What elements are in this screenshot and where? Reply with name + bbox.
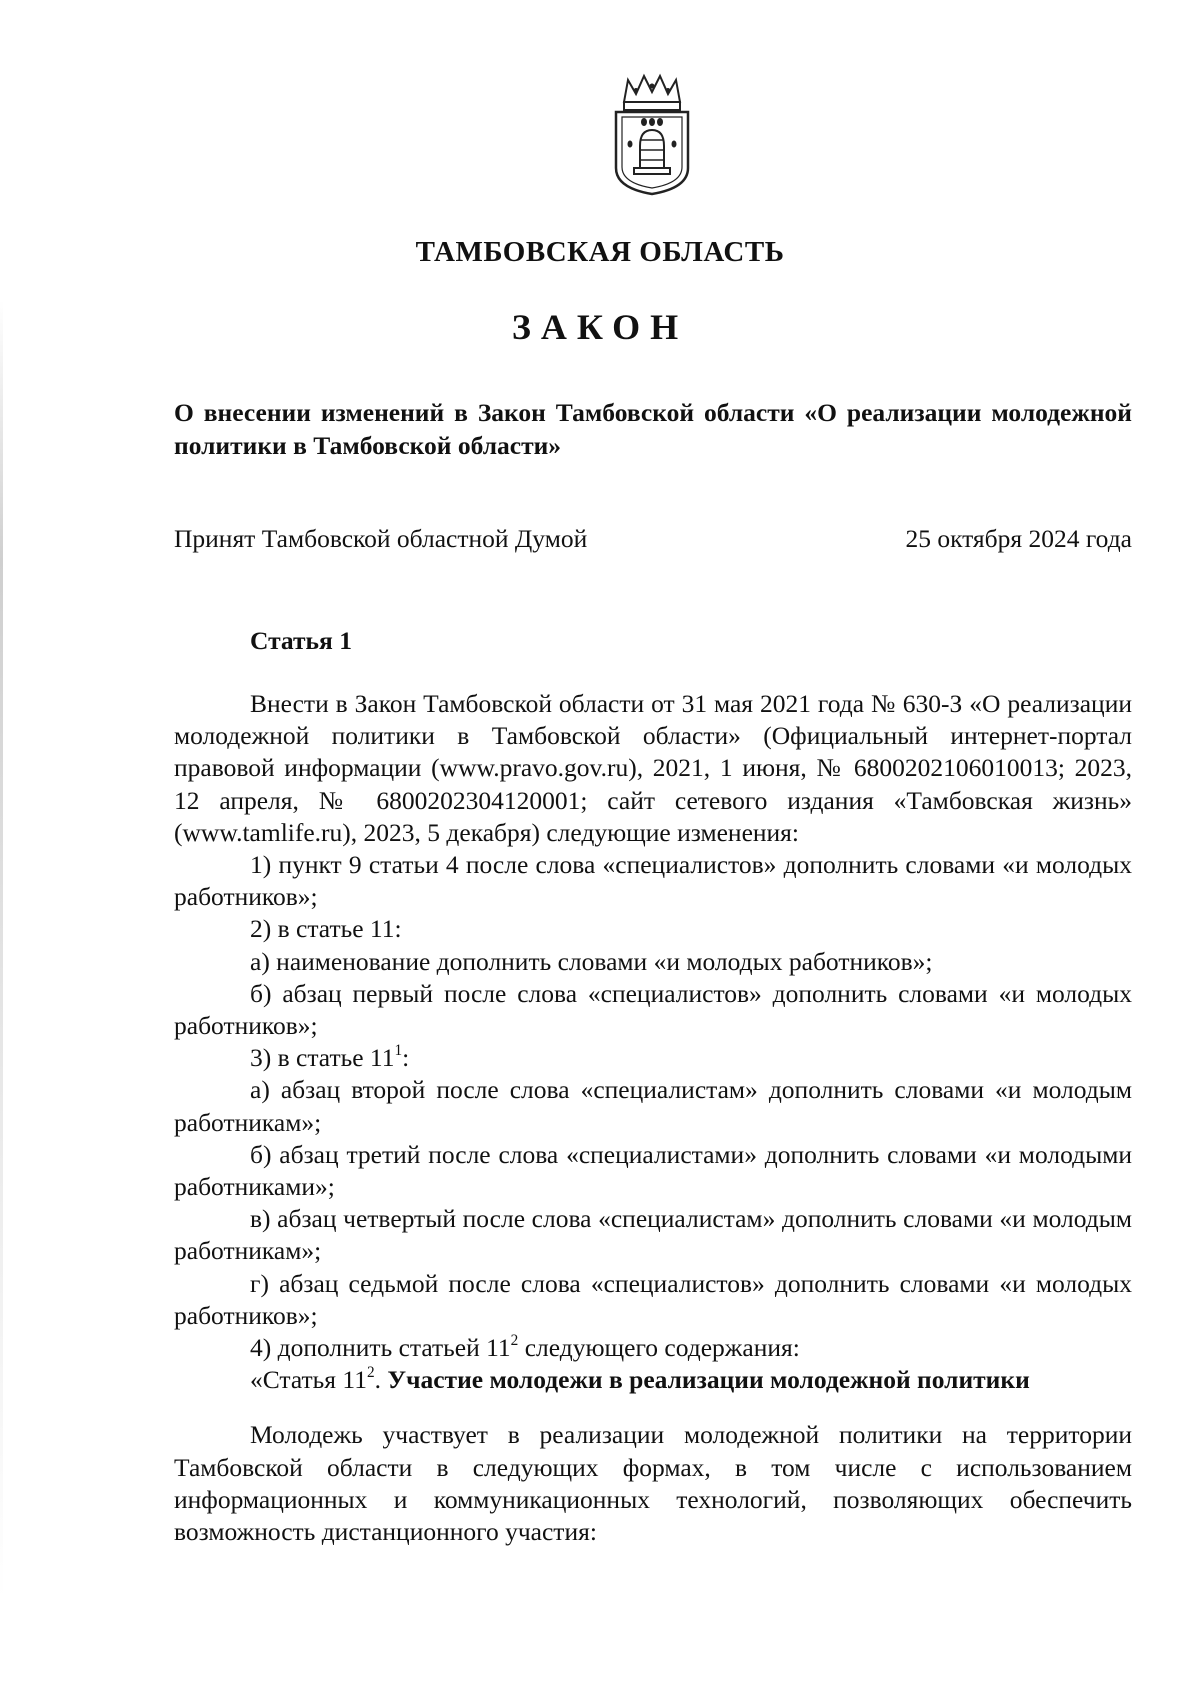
new-article-dot: . — [374, 1365, 388, 1395]
law-subject: О внесении изменений в Закон Тамбовской области «О реализации молодежной политики в Тамбовской области» — [174, 398, 1132, 460]
new-article-prefix: «Статья 11 — [250, 1365, 367, 1395]
amendment-item-3g: г) абзац седьмой после слова «специалистов» дополнить словами «и молодых работников»; — [174, 1268, 1132, 1330]
amendment-item-1: 1) пункт 9 статьи 4 после слова «специалистов» дополнить словами «и молодых работников»; — [174, 850, 1132, 912]
amendment-item-2a: а) наименование дополнить словами «и молодых работников»; — [250, 946, 933, 976]
new-article-heading — [174, 1364, 1132, 1396]
adoption-line — [174, 524, 1132, 554]
adoption-date: 25 октября 2024 года — [905, 524, 1132, 553]
amendment-item-3-prefix: 3) в статье 11 — [250, 1043, 395, 1073]
document-type-title: ЗАКОН — [511, 307, 689, 347]
new-article-title: Участие молодежи в реализации молодежной политики — [387, 1365, 1030, 1395]
amendment-item-4-sup: 2 — [510, 1332, 519, 1350]
article-intro: Внести в Закон Тамбовской области от 31 мая 2021 года № 630-З «О реализации молодежной политики в Тамбовской области» (Официальный интернет-портал правовой информации (www.pravo.gov.ru), 2021, 1 июня, № 6800202106010013; 2023, 12 апреля, № 6800202304120001; сайт сетевого издания «Тамбовская жизнь» (www.tamlife.ru), 2023, 5 декабря) следующие изменения: — [174, 689, 1132, 847]
amendment-item-3-sup: 1 — [394, 1042, 403, 1060]
region-title: ТАМБОВСКАЯ ОБЛАСТЬ — [415, 236, 785, 268]
amendment-item-2b: б) абзац первый после слова «специалистов» дополнить словами «и молодых работников»; — [174, 978, 1132, 1041]
amendment-item-3-suffix: : — [402, 1043, 410, 1073]
amendment-item-2: 2) в статье 11: — [250, 914, 402, 944]
scan-edge-shadow — [0, 300, 3, 1600]
article-heading: Статья 1 — [250, 626, 352, 655]
new-article-body: Молодежь участвует в реализации молодежной политики на территории Тамбовской области в следующих формах, в том числе с использованием информационных и коммуникационных технологий, позволяющих обеспечить возможность дистанционного участия: — [174, 1420, 1132, 1547]
adoption-text: Принят Тамбовской областной Думой — [174, 524, 588, 553]
article-body — [174, 688, 1132, 1548]
amendment-item-4-suffix: следующего содержания: — [518, 1333, 800, 1363]
amendment-item-3b: б) абзац третий после слова «специалистами» дополнить словами «и молодыми работниками»; — [174, 1139, 1132, 1202]
amendment-item-3a: а) абзац второй после слова «специалистам» дополнить словами «и молодым работникам»; — [174, 1075, 1132, 1137]
amendment-item-3v: в) абзац четвертый после слова «специалистам» дополнить словами «и молодым работникам»; — [174, 1204, 1132, 1266]
amendment-item-4 — [174, 1332, 1132, 1364]
new-article-sup: 2 — [366, 1364, 375, 1382]
amendment-item-3 — [174, 1042, 1132, 1074]
amendment-item-4-prefix: 4) дополнить статьей 11 — [250, 1333, 511, 1363]
tambov-coat-of-arms-icon — [610, 72, 694, 198]
